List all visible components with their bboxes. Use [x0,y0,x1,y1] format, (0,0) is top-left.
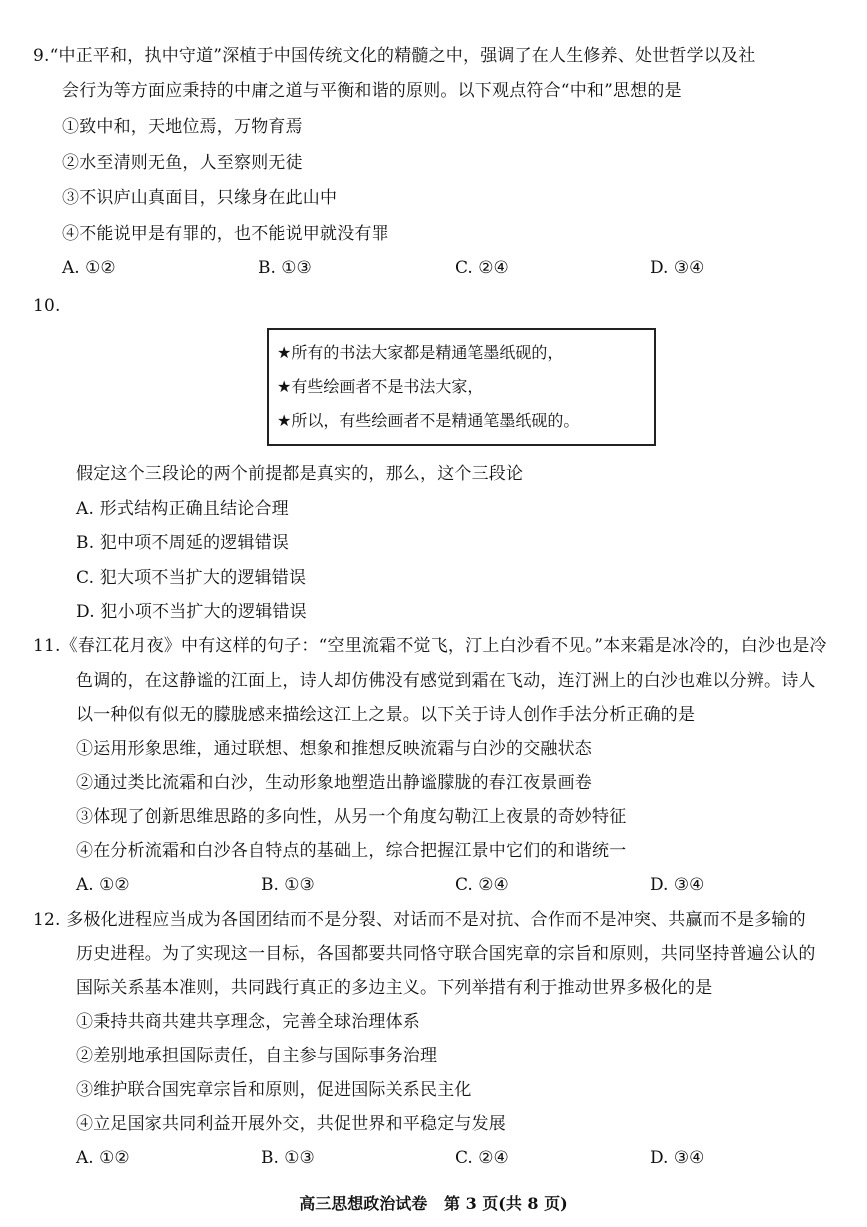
q10-number: 10. [33,296,61,316]
q11-stem-line-3: 以一种似有似无的朦胧感来描绘这江上之景。以下关于诗人创作手法分析正确的是 [76,705,696,725]
q9-stem-line-2: 会行为等方面应秉持的中庸之道与平衡和谐的原则。以下观点符合“中和”思想的是 [62,81,682,101]
q11-stem-line-1: 11.《春江花月夜》中有这样的句子：“空里流霜不觉飞，汀上白沙看不见。”本来霜是冰冷的，白沙也是冷 [33,636,827,656]
q10-option-a[interactable]: A. 形式结构正确且结论合理 [76,499,289,519]
q11-option-c[interactable]: C. ②④ [455,875,509,895]
page-footer [0,1193,867,1215]
q11-item-1: ①运用形象思维，通过联想、想象和推想反映流霜与白沙的交融状态 [76,739,592,759]
q12-item-1: ①秉持共商共建共享理念，完善全球治理体系 [76,1012,420,1032]
syllogism-conclusion: ★所以，有些绘画者不是精通笔墨纸砚的。 [277,411,580,430]
q12-stem-line-1: 12. 多极化进程应当成为各国团结而不是分裂、对话而不是对抗、合作而不是冲突、共赢而不是多输的 [33,910,806,930]
q11-item-4: ④在分析流霜和白沙各自特点的基础上，综合把握江景中它们的和谐统一 [76,841,627,861]
q11-option-d[interactable]: D. ③④ [650,875,705,895]
q12-stem-line-2: 历史进程。为了实现这一目标，各国都要共同恪守联合国宪章的宗旨和原则，共同坚持普遍公认的 [76,944,816,964]
q10-option-c[interactable]: C. 犯大项不当扩大的逻辑错误 [76,568,307,588]
q12-item-2: ②差别地承担国际责任，自主参与国际事务治理 [76,1046,438,1066]
q9-option-a[interactable]: A. ①② [62,258,116,278]
syllogism-box [267,328,656,446]
q9-item-3: ③不识庐山真面目，只缘身在此山中 [62,188,338,208]
q12-item-3: ③维护联合国宪章宗旨和原则，促进国际关系民主化 [76,1080,472,1100]
q12-stem-line-3: 国际关系基本准则，共同践行真正的多边主义。下列举措有利于推动世界多极化的是 [76,978,713,998]
q12-option-d[interactable]: D. ③④ [650,1148,705,1168]
q10-option-d[interactable]: D. 犯小项不当扩大的逻辑错误 [76,602,307,622]
q12-option-a[interactable]: A. ①② [76,1148,130,1168]
q11-option-a[interactable]: A. ①② [76,875,130,895]
q10-stem: 假定这个三段论的两个前提都是真实的，那么，这个三段论 [76,464,524,484]
q12-option-c[interactable]: C. ②④ [455,1148,509,1168]
q12-option-b[interactable]: B. ①③ [261,1148,315,1168]
footer-subject: 高三思想政治试卷 [299,1194,428,1213]
q9-option-d[interactable]: D. ③④ [650,258,705,278]
q9-item-4: ④不能说甲是有罪的，也不能说甲就没有罪 [62,224,389,244]
q12-item-4: ④立足国家共同利益开展外交，共促世界和平稳定与发展 [76,1114,506,1134]
q9-item-2: ②水至清则无鱼，人至察则无徒 [62,153,303,173]
footer-page-number: 第 3 页(共 8 页) [444,1194,568,1213]
q11-item-3: ③体现了创新思维思路的多向性，从另一个角度勾勒江上夜景的奇妙特征 [76,807,627,827]
syllogism-minor-premise: ★有些绘画者不是书法大家， [277,377,484,396]
q11-item-2: ②通过类比流霜和白沙，生动形象地塑造出静谧朦胧的春江夜景画卷 [76,773,592,793]
q9-item-1: ①致中和，天地位焉，万物育焉 [62,117,303,137]
q10-option-b[interactable]: B. 犯中项不周延的逻辑错误 [76,533,290,553]
q11-option-b[interactable]: B. ①③ [261,875,315,895]
q9-stem-line-1: 9.“中正平和，执中守道”深植于中国传统文化的精髓之中，强调了在人生修养、处世哲学以及社 [33,46,756,66]
syllogism-major-premise: ★所有的书法大家都是精通笔墨纸砚的， [277,343,564,362]
q9-option-b[interactable]: B. ①③ [258,258,312,278]
q9-option-c[interactable]: C. ②④ [455,258,509,278]
q11-stem-line-2: 色调的，在这静谧的江面上，诗人却仿佛没有感觉到霜在飞动，连汀洲上的白沙也难以分辨。诗人 [76,671,816,691]
